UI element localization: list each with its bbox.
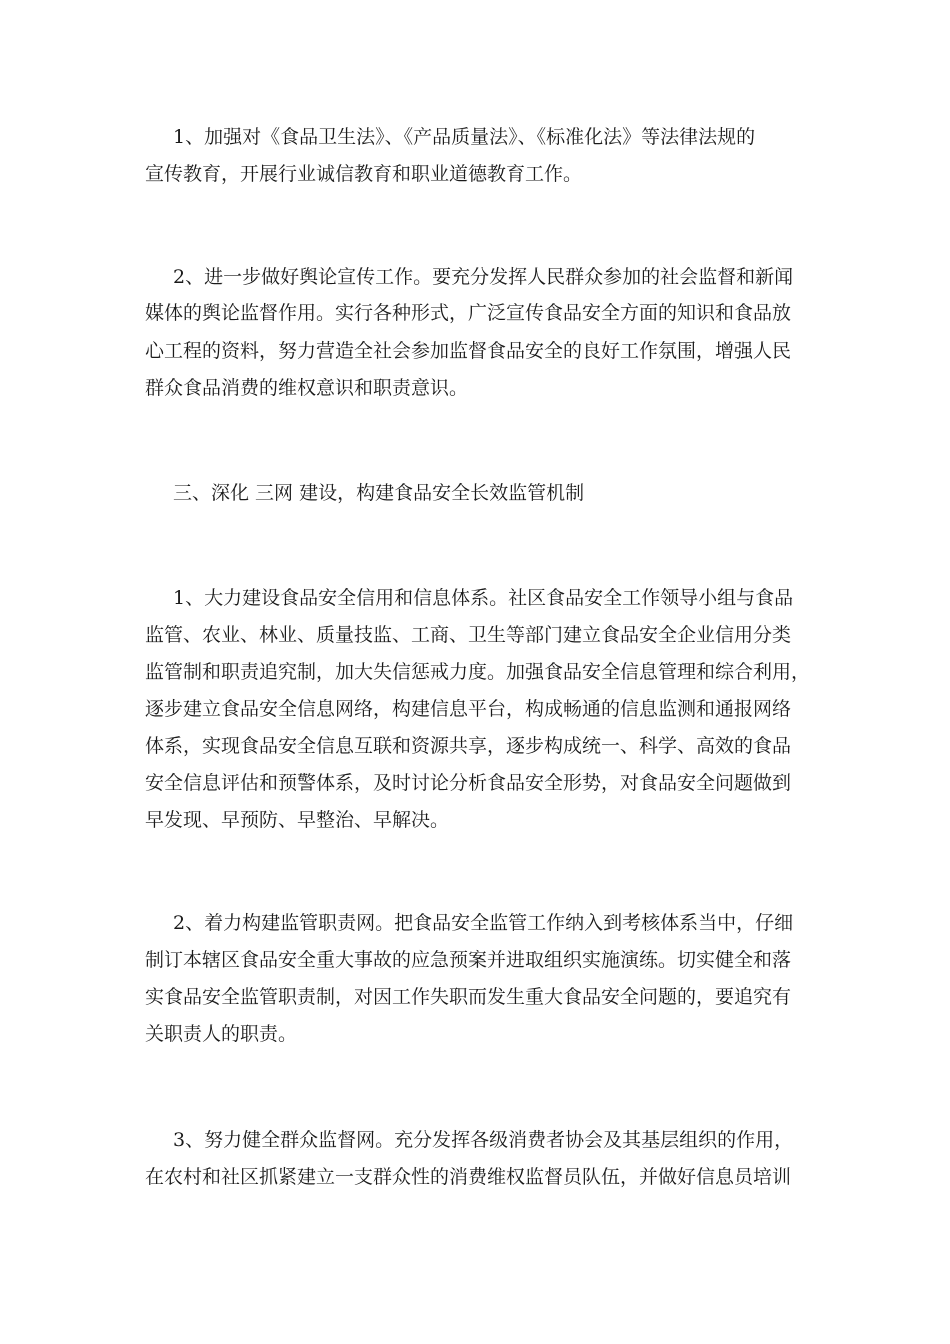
paragraph-2-line-1: 2、进一步做好舆论宣传工作。要充分发挥人民群众参加的社会监督和新闻 — [173, 266, 794, 288]
paragraph-2-line-4: 群众食品消费的维权意识和职责意识。 — [145, 377, 469, 399]
paragraph-1-line-2: 宣传教育，开展行业诚信教育和职业道德教育工作。 — [145, 163, 583, 185]
paragraph-2-line-3: 心工程的资料，努力营造全社会参加监督食品安全的良好工作氛围，增强人民 — [145, 340, 792, 362]
paragraph-4-line-1: 2、着力构建监管职责网。把食品安全监管工作纳入到考核体系当中，仔细 — [173, 912, 794, 934]
paragraph-2-line-2: 媒体的舆论监督作用。实行各种形式，广泛宣传食品安全方面的知识和食品放 — [145, 302, 792, 324]
paragraph-3-line-3: 监管制和职责追究制，加大失信惩戒力度。加强食品安全信息管理和综合利用， — [145, 661, 811, 683]
paragraph-5-line-2: 在农村和社区抓紧建立一支群众性的消费维权监督员队伍，并做好信息员培训 — [145, 1166, 792, 1188]
paragraph-5-line-1: 3、努力健全群众监督网。充分发挥各级消费者协会及其基层组织的作用， — [173, 1129, 794, 1151]
paragraph-4-line-4: 关职责人的职责。 — [145, 1023, 298, 1045]
paragraph-3-line-4: 逐步建立食品安全信息网络，构建信息平台，构成畅通的信息监测和通报网络 — [145, 698, 792, 720]
paragraph-3-line-6: 安全信息评估和预警体系，及时讨论分析食品安全形势，对食品安全问题做到 — [145, 772, 792, 794]
paragraph-3-line-2: 监管、农业、林业、质量技监、工商、卫生等部门建立食品安全企业信用分类 — [145, 624, 792, 646]
paragraph-3-line-1: 1、大力建设食品安全信用和信息体系。社区食品安全工作领导小组与食品 — [173, 587, 794, 609]
paragraph-3-line-7: 早发现、早预防、早整治、早解决。 — [145, 809, 450, 831]
paragraph-3-line-5: 体系，实现食品安全信息互联和资源共享，逐步构成统一、科学、高效的食品 — [145, 735, 792, 757]
paragraph-4-line-2: 制订本辖区食品安全重大事故的应急预案并进取组织实施演练。切实健全和落 — [145, 949, 792, 971]
paragraph-1-line-1: 1、加强对《食品卫生法》、《产品质量法》、《标准化法》等法律法规的 — [173, 126, 756, 148]
paragraph-4-line-3: 实食品安全监管职责制，对因工作失职而发生重大食品安全问题的，要追究有 — [145, 986, 792, 1008]
section-heading: 三、深化 三网 建设，构建食品安全长效监管机制 — [173, 482, 585, 504]
